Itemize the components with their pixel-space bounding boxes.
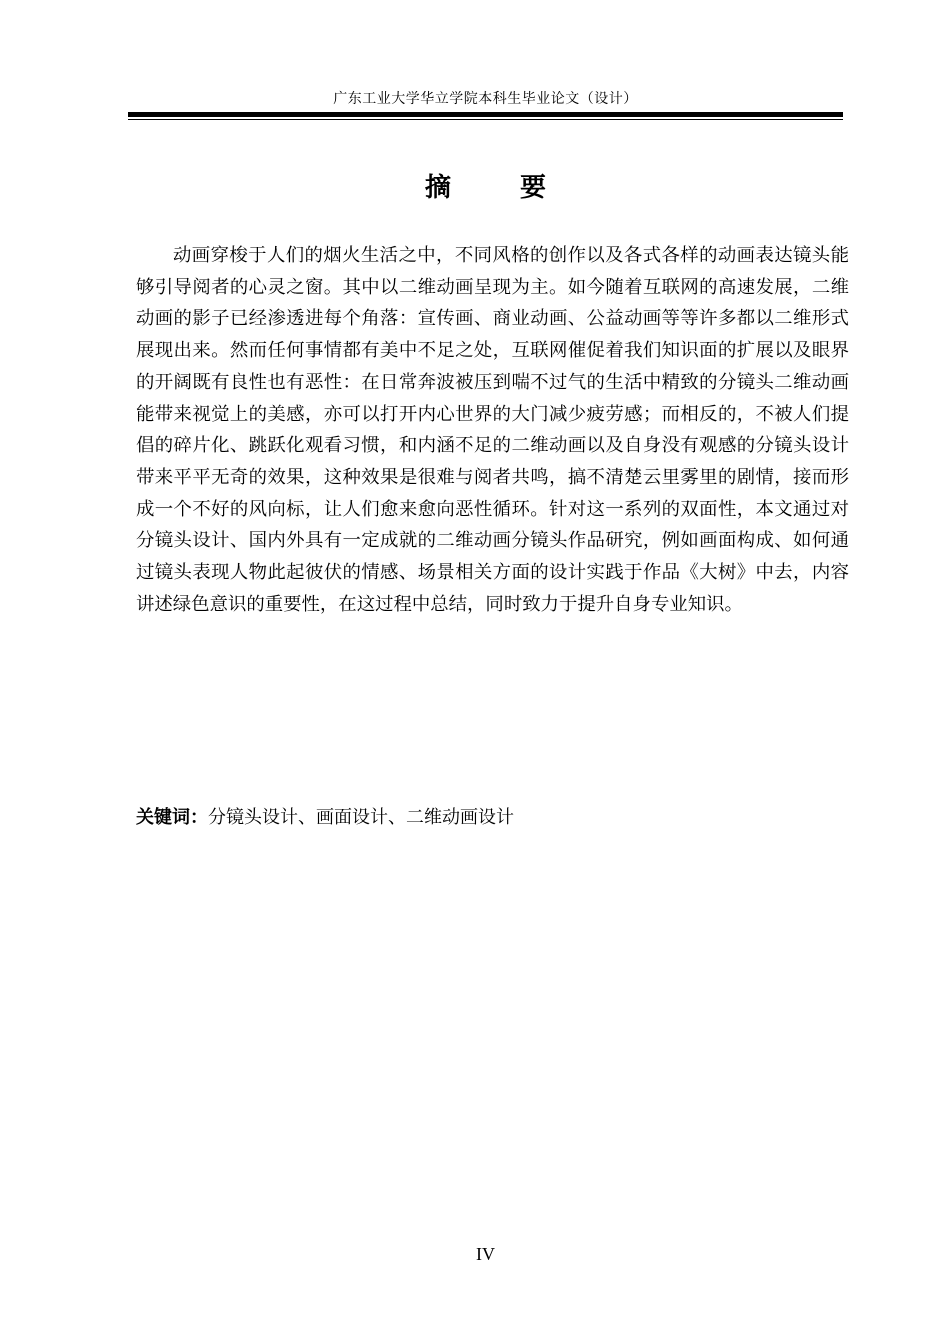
abstract-paragraph: 动画穿梭于人们的烟火生活之中，不同风格的创作以及各式各样的动画表达镜头能够引导阅者的心灵之窗。其中以二维动画呈现为主。如今随着互联网的高速发展，二维动画的影子已经渗透进每个角落：宣传画、商业动画、公益动画等等许多都以二维形式展现出来。然而任何事情都有美中不足之处，互联网催促着我们知识面的扩展以及眼界的开阔既有良性也有恶性：在日常奔波被压到喘不过气的生活中精致的分镜头二维动画能带来视觉上的美感，亦可以打开内心世界的大门减少疲劳感；而相反的，不被人们提倡的碎片化、跳跃化观看习惯，和内涵不足的二维动画以及自身没有观感的分镜头设计带来平平无奇的效果，这种效果是很难与阅者共鸣，搞不清楚云里雾里的剧情，接而形成一个不好的风向标，让人们愈来愈向恶性循环。针对这一系列的双面性，本文通过对分镜头设计、国内外具有一定成就的二维动画分镜头作品研究，例如画面构成、如何通过镜头表现人物此起彼伏的情感、场景相关方面的设计实践于作品《大树》中去，内容讲述绿色意识的重要性，在这过程中总结，同时致力于提升自身专业知识。 [136, 245, 849, 615]
keywords-value: 分镜头设计、画面设计、二维动画设计 [208, 807, 514, 828]
keywords-line [136, 804, 849, 832]
page-title: 摘 要 [424, 173, 577, 203]
keywords-label: 关键词： [136, 807, 208, 828]
header-rule-thin [128, 119, 843, 120]
running-header: 广东工业大学华立学院本科生毕业论文（设计） [333, 91, 638, 107]
header-rule-thick [128, 112, 843, 117]
page-number: IV [476, 1244, 495, 1264]
